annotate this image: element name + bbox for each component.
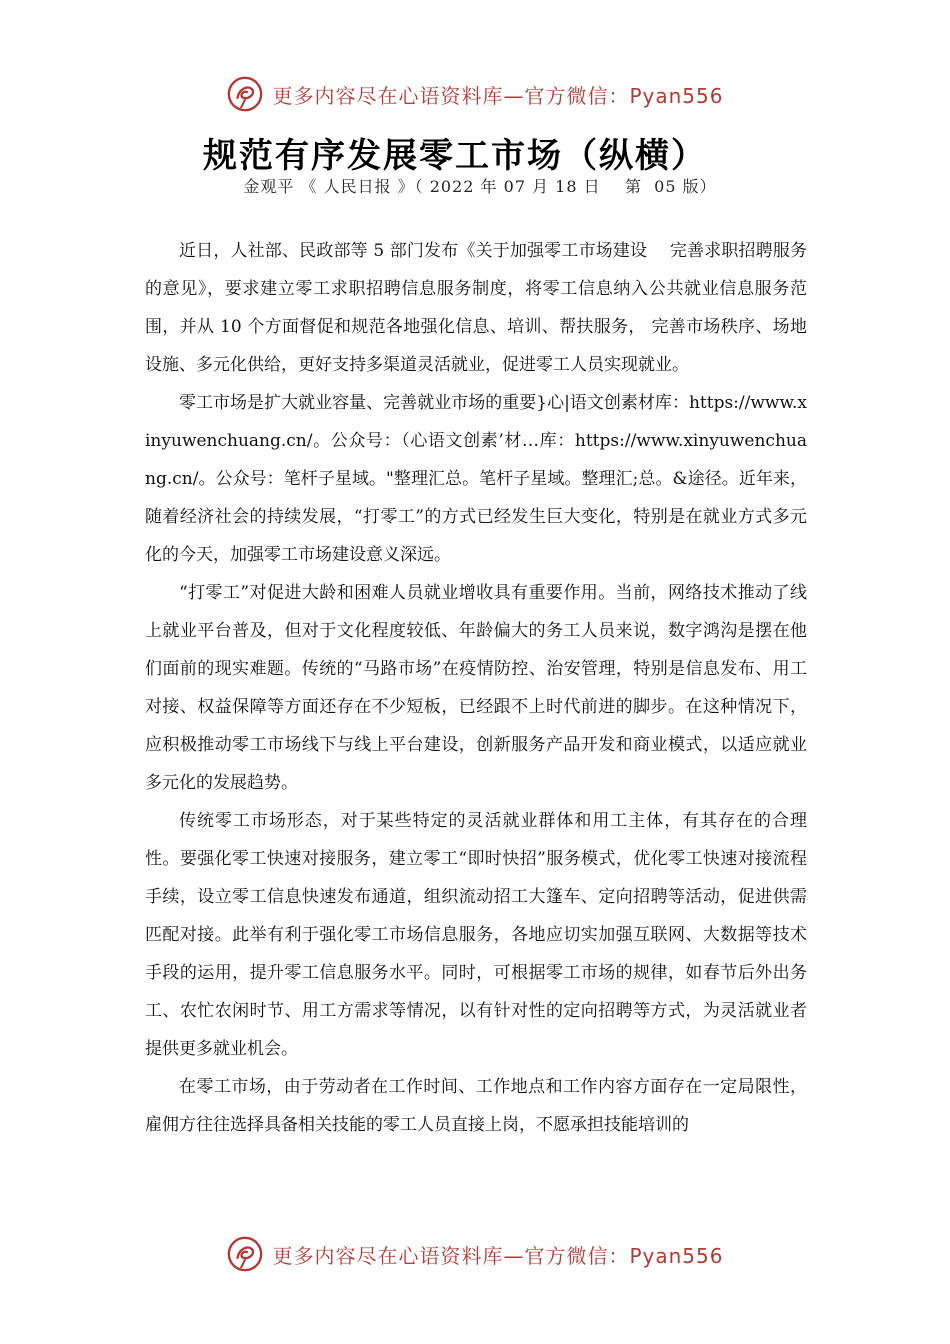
header-watermark: [0, 74, 950, 114]
paragraph: 近日，人社部、民政部等 5 部门发布《关于加强零工市场建设 完善求职招聘服务的意见》，要求建立零工求职招聘信息服务制度，将零工信息纳入公共就业信息服务范围，并从 10 个方面督促和规范各地强化信息、培训、帮扶服务， 完善市场秩序、场地设施、多元化供给，更好支持多渠道灵活就业，促进零工人员实现就业。: [145, 241, 807, 375]
article-body: [145, 232, 807, 1144]
paragraph: 传统零工市场形态，对于某些特定的灵活就业群体和用工主体，有其存在的合理性。要强化零工快速对接服务，建立零工“即时快招”服务模式，优化零工快速对接流程手续，设立零工信息快速发布通道，组织流动招工大篷车、定向招聘等活动，促进供需匹配对接。此举有利于强化零工市场信息服务，各地应切实加强互联网、大数据等技术手段的运用，提升零工信息服务水平。同时，可根据零工市场的规律，如春节后外出务工、农忙农闲时节、用工方需求等情况，以有针对性的定向招聘等方式，为灵活就业者提供更多就业机会。: [145, 811, 807, 1059]
paragraph: 在零工市场，由于劳动者在工作时间、工作地点和工作内容方面存在一定局限性，雇佣方往往选择具备相关技能的零工人员直接上岗，不愿承担技能培训的: [145, 1077, 807, 1135]
paragraph: “打零工”对促进大龄和困难人员就业增收具有重要作用。当前，网络技术推动了线上就业平台普及，但对于文化程度较低、年龄偏大的务工人员来说，数字鸿沟是摆在他们面前的现实难题。传统的“马路市场”在疫情防控、治安管理，特别是信息发布、用工对接、权益保障等方面还存在不少短板，已经跟不上时代前进的脚步。在这种情况下，应积极推动零工市场线下与线上平台建设，创新服务产品开发和商业模式，以适应就业多元化的发展趋势。: [145, 583, 807, 793]
watermark-text: 更多内容尽在心语资料库—官方微信：Pyan556: [272, 1243, 724, 1268]
rose-seal-icon: [226, 75, 264, 113]
footer-watermark: [0, 1234, 950, 1274]
article-byline: 金观平 《 人民日报 》（ 2022 年 07 月 18 日 第 05 版）: [243, 177, 717, 196]
watermark-text: 更多内容尽在心语资料库—官方微信：Pyan556: [272, 83, 724, 108]
article-title: 规范有序发展零工市场（纵横）: [203, 136, 707, 176]
paragraph: 零工市场是扩大就业容量、完善就业市场的重要}心|语文创素材库：https://www.xinyuwenchuang.cn/。公众号：（心语文创素’材…库：https://www.xinyuwenchuang.cn/。公众号：笔杆子星域。"整理汇总。笔杆子星域。整理汇;总。&途径。近年来，随着经济社会的持续发展，“打零工”的方式已经发生巨大变化，特别是在就业方式多元化的今天，加强零工市场建设意义深远。: [145, 393, 807, 565]
rose-seal-icon: [226, 1235, 264, 1273]
